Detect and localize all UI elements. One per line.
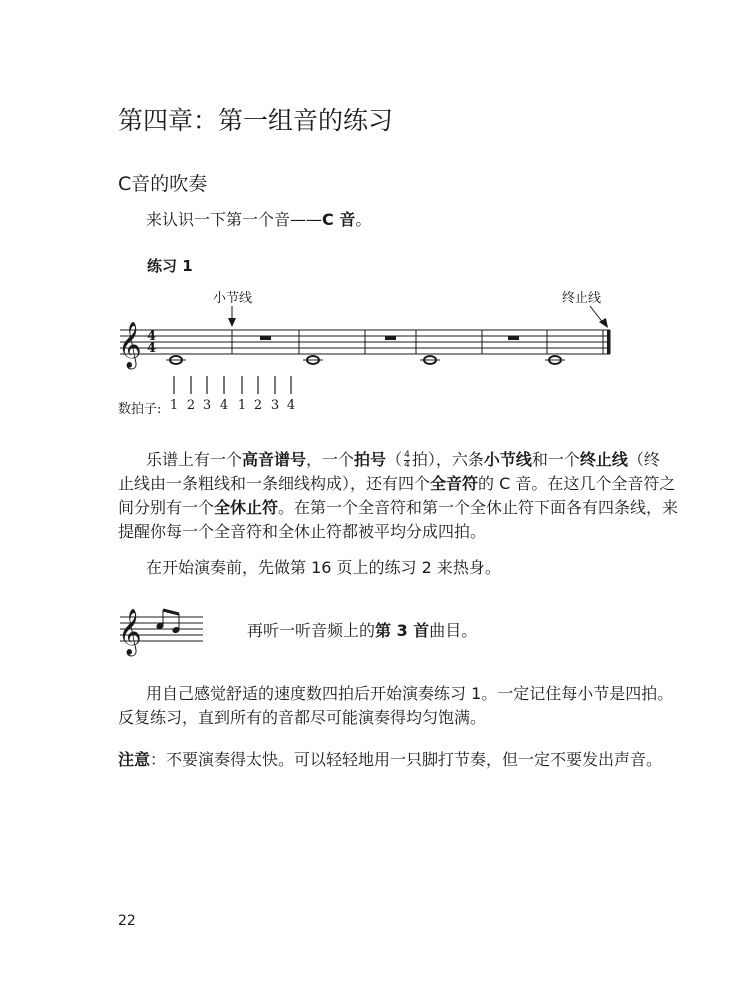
time-sig-denominator: 4: [147, 341, 157, 356]
section-title: C音的吹奏: [118, 173, 208, 195]
whole-notes: [166, 356, 565, 364]
intro-bold: C 音: [322, 210, 356, 229]
count-number: 1: [169, 398, 179, 413]
time-signature-fraction: $\frac{4}{4}$: [404, 450, 410, 470]
treble-clef-icon: 𝄞: [118, 322, 142, 368]
barline-arrow-icon: [228, 306, 236, 327]
explanation-paragraph: [118, 448, 679, 544]
final-barline-arrow-icon: [590, 306, 608, 328]
count-number: 3: [270, 398, 280, 413]
paragraph-line: 反复练习，直到所有的音都尽可能演奏得均匀饱满。: [118, 708, 487, 727]
count-label: 数拍子:: [118, 402, 162, 417]
paragraph-line: 止线由一条粗线和一条细线构成），还有四个全音符的 C 音。在这几个全音符之: [118, 474, 676, 493]
whole-rest: [385, 336, 396, 340]
intro-end: 。: [355, 210, 372, 229]
barline-annotation: 小节线: [213, 291, 253, 306]
paragraph-line: 用自己感觉舒适的速度数四拍后开始演奏练习 1。一定记住每小节是四拍。: [146, 684, 674, 703]
practice-paragraph: [118, 682, 673, 730]
paragraph-line: 间分别有一个全休止符。在第一个全音符和第一个全休止符下面各有四条线，来: [118, 498, 679, 517]
final-barline-thick: [607, 330, 611, 354]
warmup-paragraph: 在开始演奏前，先做第 16 页上的练习 2 来热身。: [146, 558, 501, 577]
whole-rest: [260, 336, 271, 340]
chapter-title: 第四章：第一组音的练习: [118, 106, 394, 135]
count-number: 2: [186, 398, 196, 413]
count-number: 4: [286, 398, 296, 413]
count-number: 1: [237, 398, 247, 413]
page-number: 22: [118, 913, 136, 929]
note-text: ：不要演奏得太快。可以轻轻地用一只脚打节奏，但一定不要发出声音。: [150, 750, 663, 769]
final-barline-annotation: 终止线: [562, 291, 602, 306]
intro-text: 来认识一下第一个音——: [146, 210, 323, 229]
paragraph-line: 乐谱上有一个高音谱号，一个拍号（ $\frac{4}{4}$ 拍），六条小节线和一个终止线（终: [146, 450, 660, 470]
whole-note: [303, 356, 323, 364]
count-ticks: [174, 376, 291, 394]
paragraph-line: 提醒你每一个全音符和全休止符都被平均分成四拍。: [118, 522, 487, 541]
eighth-notes-icon: [156, 610, 180, 633]
whole-note: [420, 356, 440, 364]
exercise-label: 练习 1: [147, 257, 193, 275]
note-label: 注意: [118, 750, 151, 769]
note-paragraph: [118, 748, 662, 772]
whole-rest: [508, 336, 519, 340]
whole-note: [166, 356, 186, 364]
audio-treble-clef-icon: 𝄞: [118, 609, 142, 655]
count-number: 3: [202, 398, 212, 413]
whole-note: [545, 356, 565, 364]
time-sig-numerator: 4: [147, 329, 157, 344]
count-number: 2: [253, 398, 263, 413]
count-number: 4: [219, 398, 229, 413]
audio-paragraph: 再听一听音频上的第 3 首曲目。: [247, 621, 478, 640]
count-numbers: [0, 398, 730, 418]
